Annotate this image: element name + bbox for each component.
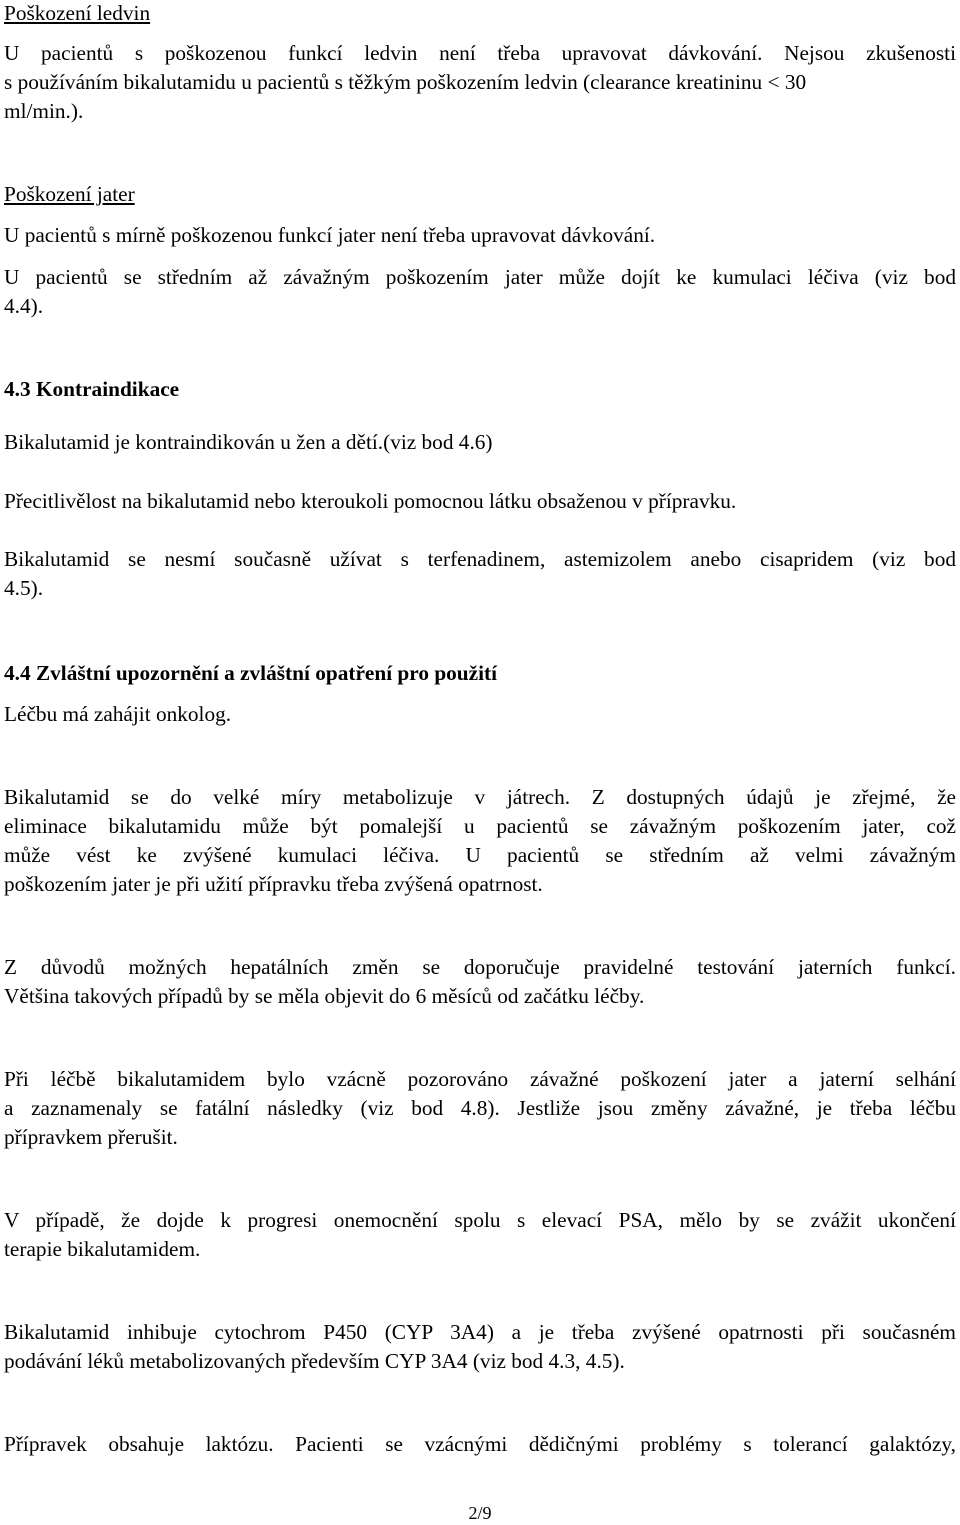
warnings-text-line: Přípravek obsahuje laktózu. Pacienti se vzácnými dědičnými problémy s tolerancí galaktózy,	[4, 1432, 956, 1456]
contraindications-heading: 4.3 Kontraindikace	[4, 377, 180, 401]
liver-heading: Poškození jater	[4, 182, 135, 206]
liver-text-line: U pacientů se středním až závažným poškozením jater může dojít ke kumulaci léčiva (viz bod	[4, 265, 956, 289]
warnings-text-line: poškozením jater je při užití přípravku třeba zvýšená opatrnost.	[4, 872, 543, 896]
warnings-text-line: a zaznamenaly se fatální následky (viz bod 4.8). Jestliže jsou změny závažné, je třeba léčbu	[4, 1096, 956, 1120]
warnings-paragraph: Léčbu má zahájit onkolog.	[4, 702, 232, 726]
contraindications-text-line: Bikalutamid se nesmí současně užívat s terfenadinem, astemizolem anebo cisapridem (viz bod	[4, 547, 956, 571]
warnings-text-line: Při léčbě bikalutamidem bylo vzácně pozorováno závažné poškození jater a jaterní selhání	[4, 1067, 956, 1091]
contraindications-text-line: 4.5).	[4, 576, 44, 600]
page-number: 2/9	[468, 1503, 492, 1523]
warnings-heading: 4.4 Zvláštní upozornění a zvláštní opatření pro použití	[4, 661, 498, 685]
liver-text-line: U pacientů s mírně poškozenou funkcí jater není třeba upravovat dávkování.	[4, 223, 656, 247]
warnings-text-line: terapie bikalutamidem.	[4, 1237, 201, 1261]
warnings-text-line: může vést ke zvýšené kumulaci léčiva. U pacientů se středním až velmi závažným	[4, 843, 956, 867]
liver-text-line: 4.4).	[4, 294, 44, 318]
kidney-text-line: ml/min.).	[4, 99, 84, 123]
warnings-text-line: přípravkem přerušit.	[4, 1125, 178, 1149]
kidney-heading: Poškození ledvin	[4, 1, 151, 25]
contraindications-paragraph: Přecitlivělost na bikalutamid nebo kteroukoli pomocnou látku obsaženou v přípravku.	[4, 489, 737, 513]
warnings-text-line: podávání léků metabolizovaných především CYP 3A4 (viz bod 4.3, 4.5).	[4, 1349, 625, 1373]
warnings-text-line: Bikalutamid se do velké míry metabolizuje v játrech. Z dostupných údajů je zřejmé, že	[4, 785, 956, 809]
contraindications-paragraph: Bikalutamid je kontraindikován u žen a dětí.(viz bod 4.6)	[4, 430, 493, 454]
warnings-text-line: V případě, že dojde k progresi onemocnění spolu s elevací PSA, mělo by se zvážit ukončení	[4, 1208, 956, 1232]
warnings-text-line: Z důvodů možných hepatálních změn se doporučuje pravidelné testování jaterních funkcí.	[4, 955, 956, 979]
warnings-text-line: Bikalutamid inhibuje cytochrom P450 (CYP 3A4) a je třeba zvýšené opatrnosti při současném	[4, 1320, 956, 1344]
kidney-text-line: s používáním bikalutamidu u pacientů s těžkým poškozením ledvin (clearance kreatininu < 30	[4, 70, 807, 94]
warnings-text-line: eliminace bikalutamidu může být pomalejší u pacientů se závažným poškozením jater, což	[4, 814, 956, 838]
kidney-text-line: U pacientů s poškozenou funkcí ledvin není třeba upravovat dávkování. Nejsou zkušenosti	[4, 41, 956, 65]
warnings-text-line: Většina takových případů by se měla objevit do 6 měsíců od začátku léčby.	[4, 984, 645, 1008]
